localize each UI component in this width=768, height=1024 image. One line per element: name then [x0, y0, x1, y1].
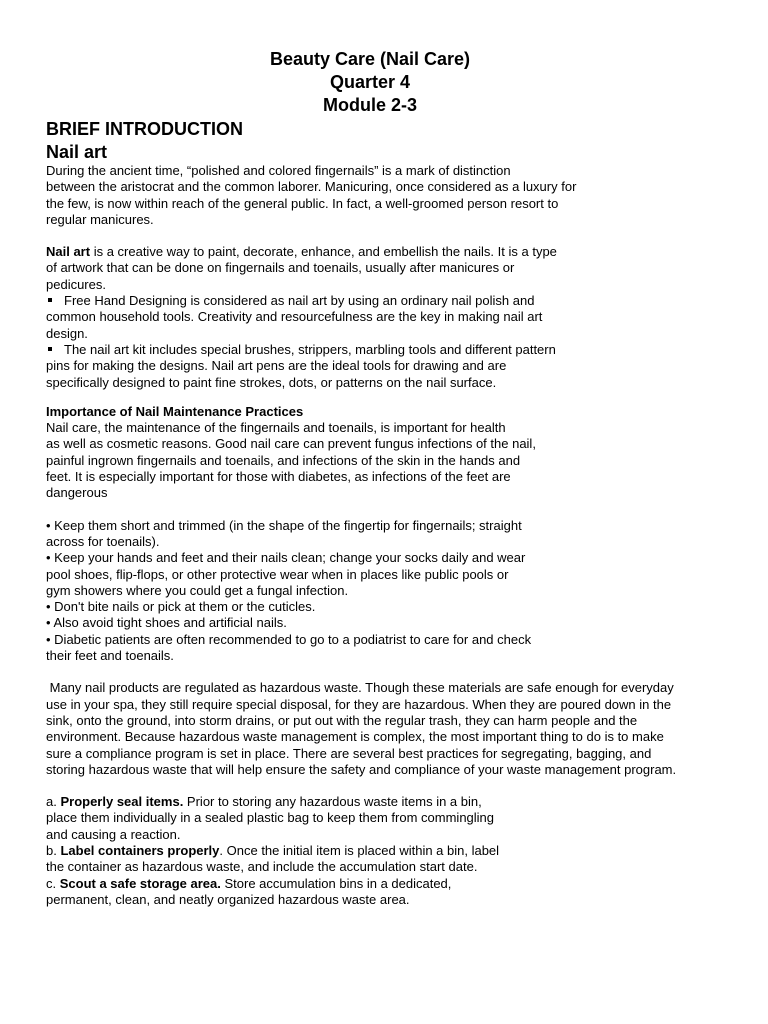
text-line: their feet and toenails.: [46, 648, 174, 664]
list-item: • Diabetic patients are often recommended to go to a podiatrist to care for and check: [46, 631, 532, 647]
definition-text: is a creative way to paint, decorate, enhance, and embellish the nails. It is a type: [90, 244, 557, 260]
text-line: common household tools. Creativity and resourcefulness are the key in making nail art: [46, 309, 543, 325]
text-line: Many nail products are regulated as hazardous waste. Though these materials are safe enough for everyday: [46, 680, 674, 696]
text-line: of artwork that can be done on fingernails and toenails, usually after manicures or: [46, 260, 515, 276]
text-line: pins for making the designs. Nail art pens are the ideal tools for drawing and are: [46, 358, 507, 374]
text-line: and causing a reaction.: [46, 826, 181, 842]
importance-section: [46, 404, 726, 502]
text-line: as well as cosmetic reasons. Good nail care can prevent fungus infections of the nail,: [46, 436, 536, 452]
tips-list: [46, 518, 726, 665]
title-line-quarter: Quarter 4: [329, 72, 411, 92]
document-title: [46, 48, 726, 117]
intro-heading: BRIEF INTRODUCTION: [46, 119, 243, 139]
waste-paragraph: [46, 680, 726, 778]
importance-heading: Importance of Nail Maintenance Practices: [46, 403, 304, 419]
text-line: regular manicures.: [46, 211, 154, 227]
text-line: Nail care, the maintenance of the fingernails and toenails, is important for health: [46, 420, 506, 436]
text-line: place them individually in a sealed plastic bag to keep them from commingling: [46, 810, 495, 826]
list-item: • Keep them short and trimmed (in the shape of the fingertip for fingernails; straight: [46, 517, 522, 533]
title-line-module: Module 2-3: [322, 95, 417, 115]
text-line: gym showers where you could get a fungal infection.: [46, 582, 349, 598]
definition-term: Nail art: [46, 244, 91, 260]
list-item: • Keep your hands and feet and their nails clean; change your socks daily and wear: [46, 550, 526, 566]
document-body: [46, 48, 726, 908]
list-item: Free Hand Designing is considered as nail art by using an ordinary nail polish and: [46, 293, 726, 309]
text-line: environment. Because hazardous waste management is complex, the most important thing to do is to make: [46, 729, 664, 745]
intro-paragraph: [46, 163, 726, 228]
text-line: storing hazardous waste that will help ensure the safety and compliance of your waste management program.: [46, 761, 677, 777]
text-line: use in your spa, they still require special disposal, for they are hazardous. When they are poured down in the: [46, 696, 672, 712]
nail-art-heading: Nail art: [46, 142, 108, 162]
text-line: permanent, clean, and neatly organized hazardous waste area.: [46, 891, 410, 907]
text-line: sink, onto the ground, into storm drains, or put out with the regular trash, they can harm people and the: [46, 712, 638, 728]
list-item: • Don't bite nails or pick at them or the cuticles.: [46, 599, 316, 615]
text-line: [46, 244, 726, 260]
practice-item: b. Label containers properly. Once the initial item is placed within a bin, label: [46, 842, 500, 858]
practice-item: a. Properly seal items. Prior to storing any hazardous waste items in a bin,: [46, 794, 482, 810]
text-line: the few, is now within reach of the general public. In fact, a well-groomed person resort to: [46, 195, 559, 211]
practice-item: c. Scout a safe storage area. Store accumulation bins in a dedicated,: [46, 875, 452, 891]
list-item: • Also avoid tight shoes and artificial nails.: [46, 615, 287, 631]
text-line: sure a compliance program is set in place. There are several best practices for segregating, bagging, and: [46, 745, 652, 761]
text-line: the container as hazardous waste, and include the accumulation start date.: [46, 859, 478, 875]
text-line: pool shoes, flip-flops, or other protective wear when in places like public pools or: [46, 566, 509, 582]
square-bullet-icon: [48, 298, 52, 302]
text-line: design.: [46, 325, 88, 341]
text-line: pedicures.: [46, 276, 106, 292]
practices-list: [46, 794, 726, 908]
text-line: specifically designed to paint fine strokes, dots, or patterns on the nail surface.: [46, 374, 497, 390]
definition-paragraph: [46, 244, 726, 391]
title-line-subject: Beauty Care (Nail Care): [269, 49, 471, 69]
text-line: feet. It is especially important for those with diabetes, as infections of the feet are: [46, 469, 511, 485]
text-line: between the aristocrat and the common laborer. Manicuring, once considered as a luxury for: [46, 179, 577, 195]
text-line: across for toenails).: [46, 533, 160, 549]
text-line: dangerous: [46, 485, 108, 501]
list-item: The nail art kit includes special brushes, strippers, marbling tools and different pattern: [46, 342, 726, 358]
text-line: During the ancient time, “polished and colored fingernails” is a mark of distinction: [46, 163, 511, 178]
text-line: painful ingrown fingernails and toenails, and infections of the skin in the hands and: [46, 452, 521, 468]
square-bullet-icon: [48, 347, 52, 351]
